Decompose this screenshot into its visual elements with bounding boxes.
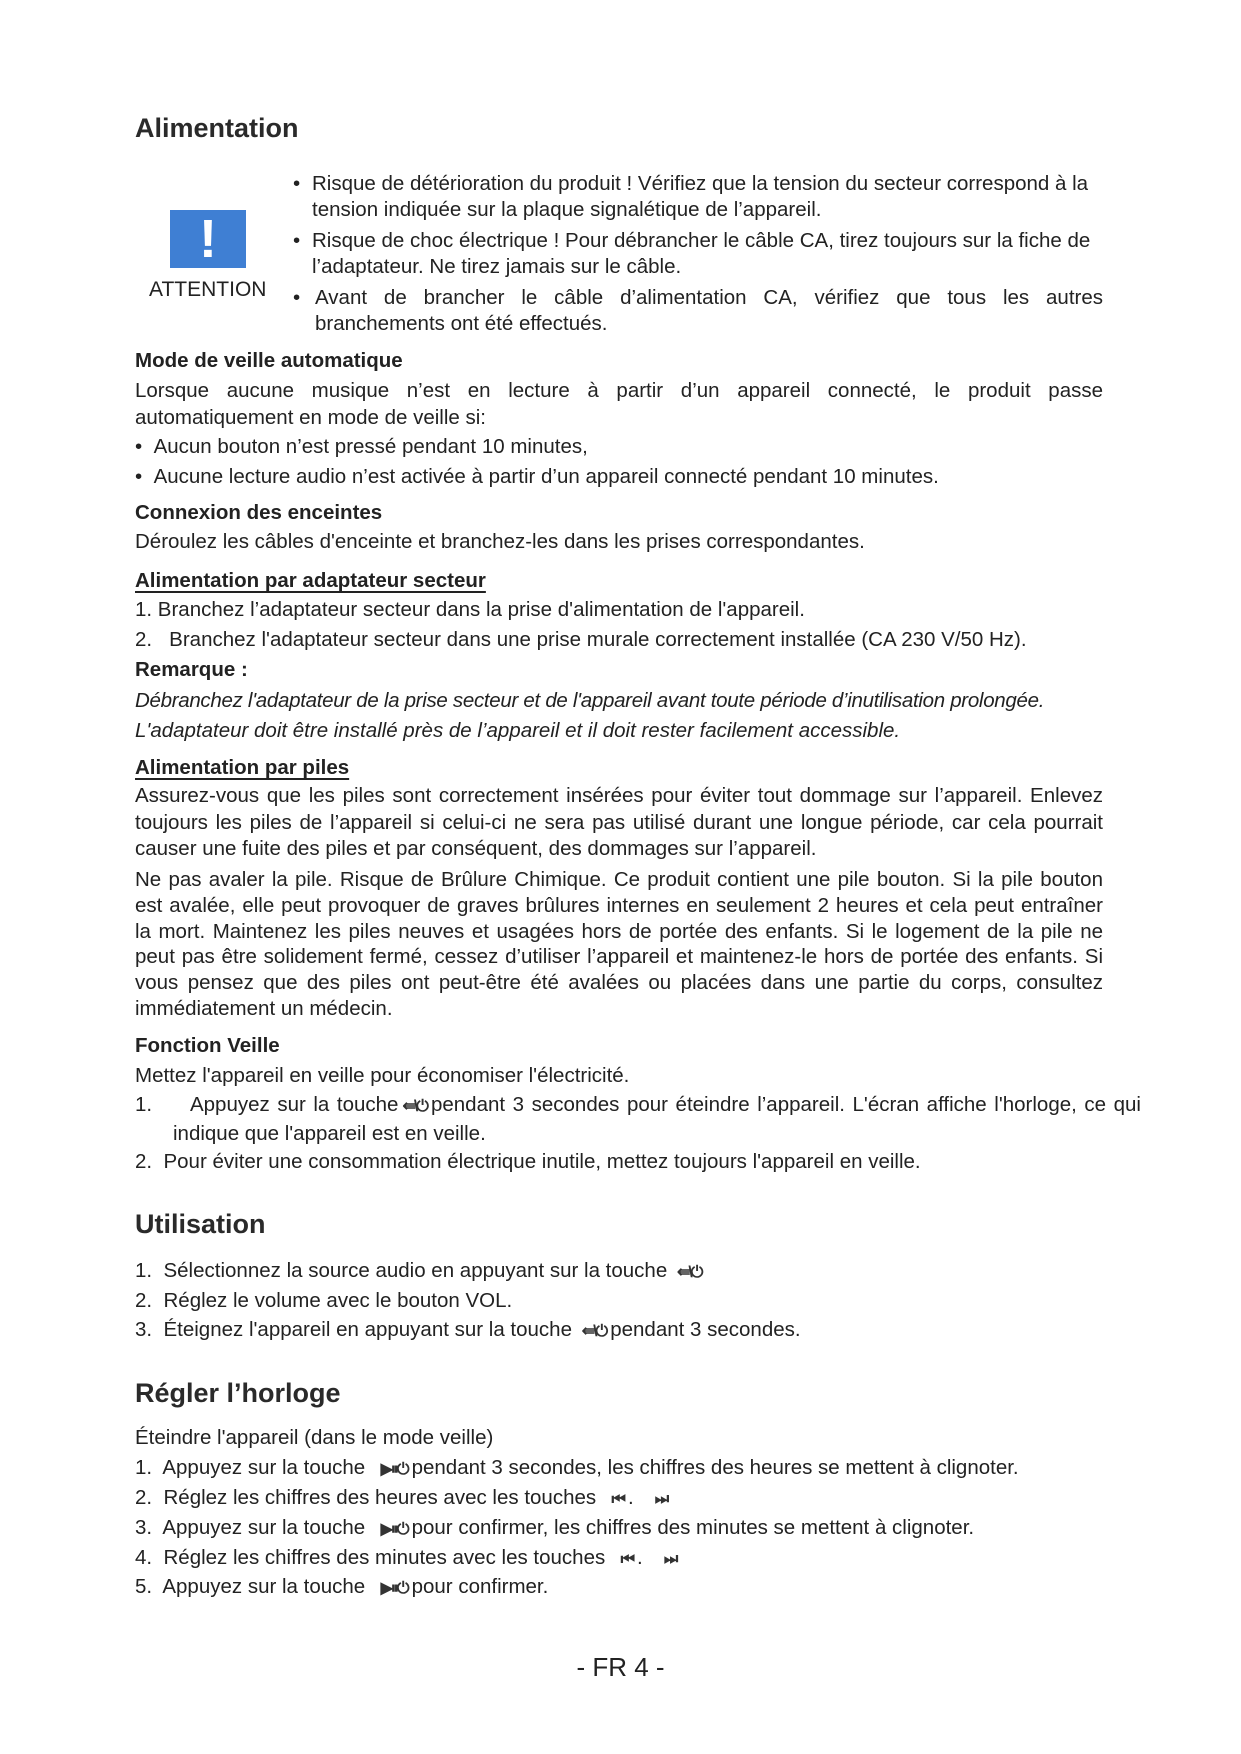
heading-adaptateur: Alimentation par adaptateur secteur xyxy=(135,569,486,592)
list-item: 3. Appuyez sur la touche ▶⏸⏻ pour confirmer, les chiffres des minutes se mettent à clignoter. xyxy=(135,1514,1103,1544)
warning-bullet: • Risque de détérioration du produit ! Vérifiez que la tension du secteur correspond à la tension indiquée sur la plaque signalétique de l’appareil. xyxy=(293,172,1089,221)
section-title-utilisation: Utilisation xyxy=(135,1209,266,1239)
paragraph: Éteindre l'appareil (dans le mode veille) xyxy=(135,1426,494,1449)
list-item: 5. Appuyez sur la touche ▶⏸⏻ pour confirmer. xyxy=(135,1573,1103,1603)
list-item: 2. Réglez les chiffres des heures avec les touches ⏮ . ⏭ xyxy=(135,1484,1103,1514)
play-power-icon: ▶⏸⏻ xyxy=(380,1580,408,1597)
warning-icon: ! xyxy=(170,210,246,268)
mode-power-icon: ⇚\⏻ xyxy=(402,1098,427,1115)
warning-bullet: • Risque de choc électrique ! Pour débrancher le câble CA, tirez toujours sur la fiche de l’adaptateur. Ne tirez jamais sur le câble. xyxy=(293,229,1091,278)
remark-label: Remarque : xyxy=(135,658,248,681)
next-icon: ⏭ xyxy=(663,1551,677,1568)
page-number: - FR 4 - xyxy=(576,1652,665,1682)
paragraph: Ne pas avaler la pile. Risque de Brûlure Chimique. Ce produit contient une pile bouton. Si la pile bouton est avalée, elle peut provoquer de graves brûlures internes en seulement 2 heures et cela peut entraîner la mort. Maintenez les piles neuves et usagées hors de portée des enfants. Si le logement de la pile ne peut pas être solidement fermé, cessez d’utiliser l’appareil et maintenez-le hors de portée des enfants. Si vous pensez que des piles ont peut-être été avalées ou placées dans une partie du corps, consultez immédiatement un médecin. xyxy=(135,868,1103,1020)
paragraph: Déroulez les câbles d'enceinte et branchez-les dans les prises correspondantes. xyxy=(135,530,865,553)
paragraph: Assurez-vous que les piles sont correctement insérées pour éviter tout dommage sur l’appareil. Enlevez toujours les piles de l’appareil si celui-ci ne sera pas utilisé durant une longue période, car cela pourrait causer une fuite des piles et par conséquent, des dommages sur l’appareil. xyxy=(135,784,1103,860)
play-power-icon: ▶⏸⏻ xyxy=(380,1521,408,1538)
heading-piles: Alimentation par piles xyxy=(135,756,350,779)
play-power-icon: ▶⏸⏻ xyxy=(380,1461,408,1478)
list-item: 2. Branchez l'adaptateur secteur dans une prise murale correctement installée (CA 230 V/50 Hz). xyxy=(135,628,1027,651)
paragraph: Mettez l'appareil en veille pour économiser l'électricité. xyxy=(135,1064,630,1087)
mode-power-icon: ⇚\⏻ xyxy=(676,1264,702,1281)
list-item: 1. Branchez l’adaptateur secteur dans la prise d'alimentation de l'appareil. xyxy=(135,598,805,621)
list-item: 1. Sélectionnez la source audio en appuyant sur la touche ⇚\⏻ xyxy=(135,1257,1103,1287)
next-icon: ⏭ xyxy=(654,1491,668,1508)
previous-icon: ⏮ xyxy=(620,1551,634,1568)
list-item: 1. Appuyez sur la touche ⇚\⏻ pendant 3 secondes pour éteindre l’appareil. L'écran affiche l'horloge, ce qui indique que l'appareil est en veille. xyxy=(135,1093,1141,1145)
paragraph: Lorsque aucune musique n’est en lecture à partir d’un appareil connecté, le produit passe automatiquement en mode de veille si: xyxy=(135,379,1103,429)
list-item: 3. Éteignez l'appareil en appuyant sur la touche ⇚\⏻ pendant 3 secondes. xyxy=(135,1316,1103,1346)
list-item: 1. Appuyez sur la touche ▶⏸⏻ pendant 3 secondes, les chiffres des heures se mettent à clignoter. xyxy=(135,1454,1103,1484)
list-item: 2. Réglez le volume avec le bouton VOL. xyxy=(135,1289,513,1312)
warning-bullet: • Avant de brancher le câble d’alimentation CA, vérifiez que tous les autres branchements ont été effectués. xyxy=(293,286,1103,335)
heading-fonction-veille: Fonction Veille xyxy=(135,1034,280,1057)
section-title-alimentation: Alimentation xyxy=(135,113,299,143)
remark-text: L'adaptateur doit être installé près de l’appareil et il doit rester facilement accessible. xyxy=(135,719,901,742)
list-item: 4. Réglez les chiffres des minutes avec les touches ⏮ . ⏭ xyxy=(135,1544,1103,1574)
heading-veille-auto: Mode de veille automatique xyxy=(135,349,403,372)
section-title-horloge: Régler l’horloge xyxy=(135,1378,341,1408)
list-item: • Aucune lecture audio n’est activée à partir d’un appareil connecté pendant 10 minutes. xyxy=(135,465,939,488)
remark-text: Débranchez l'adaptateur de la prise secteur et de l'appareil avant toute période d’inutilisation prolongée. xyxy=(135,689,1045,712)
list-item: • Aucun bouton n’est pressé pendant 10 minutes, xyxy=(135,435,588,458)
power-icon: ⇚\⏻ xyxy=(581,1323,607,1340)
list-item: 2. Pour éviter une consommation électrique inutile, mettez toujours l'appareil en veille. xyxy=(135,1150,921,1173)
previous-icon: ⏮ xyxy=(611,1491,624,1508)
attention-label: ATTENTION xyxy=(149,278,267,301)
heading-enceintes: Connexion des enceintes xyxy=(135,501,383,524)
